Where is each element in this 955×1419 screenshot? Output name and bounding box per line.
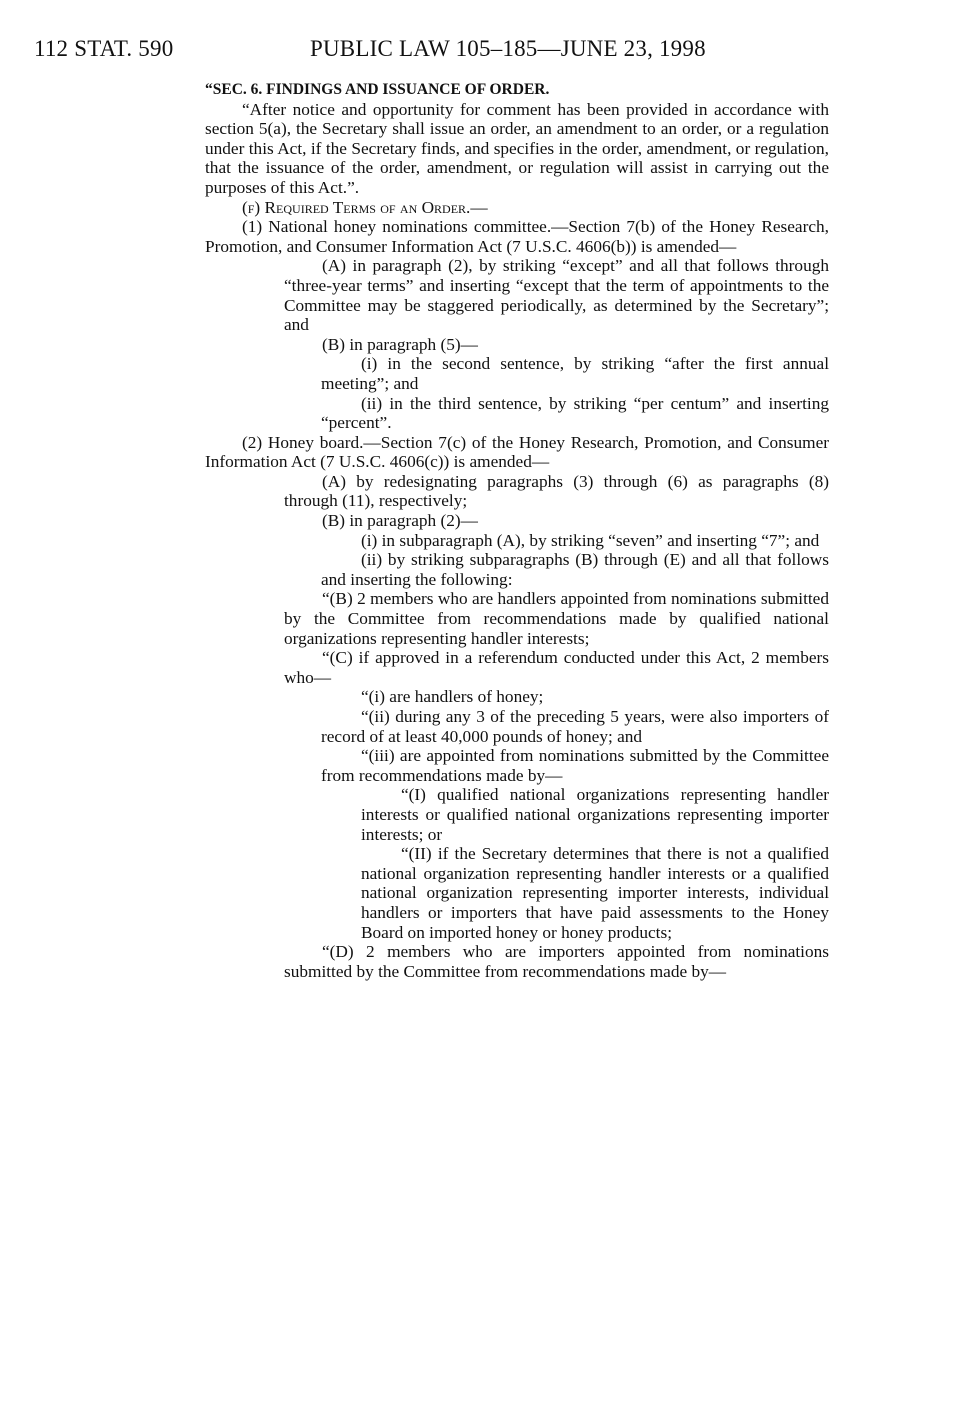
- paragraph: “(B) 2 members who are handlers appointed from nominations submitted by the Committee from recommendations made by qualified national organizations representing handler interests;: [284, 589, 829, 648]
- paragraph: “(C) if approved in a referendum conducted under this Act, 2 members who—: [284, 648, 829, 687]
- paragraph: “(i) are handlers of honey;: [361, 687, 544, 707]
- paragraph: (ii) in the third sentence, by striking “per centum” and inserting “percent”.: [321, 393, 829, 433]
- paragraph: (A) in paragraph (2), by striking “except” and all that follows through “three-year terms” and inserting “except that the term of appointments to the Committee may be staggered periodically, as determined by the Secretary”; and: [284, 256, 829, 335]
- paragraph: “(ii) during any 3 of the preceding 5 years, were also importers of record of at least 40,000 pounds of honey; and: [321, 707, 829, 746]
- paragraph: (2) Honey board.—Section 7(c) of the Honey Research, Promotion, and Consumer Information Act (7 U.S.C. 4606(c)) is amended—: [205, 432, 829, 472]
- paragraph: (B) in paragraph (2)—: [322, 511, 478, 531]
- paragraph: “(I) qualified national organizations representing handler interests or qualified national organizations representing importer interests; or: [361, 785, 829, 844]
- paragraph: “(II) if the Secretary determines that there is not a qualified national organization representing handler interests or a qualified national organization representing importer interests, individual handlers or importers that have paid assessments to the Honey Board on imported honey or honey products;: [361, 844, 829, 942]
- public-law-title: PUBLIC LAW 105–185—JUNE 23, 1998: [310, 36, 706, 61]
- paragraph: (i) in the second sentence, by striking “after the first annual meeting”; and: [321, 354, 829, 393]
- paragraph: (B) in paragraph (5)—: [322, 334, 478, 354]
- running-header: [34, 36, 734, 66]
- section-heading: “SEC. 6. FINDINGS AND ISSUANCE OF ORDER.: [205, 81, 550, 98]
- paragraph: (i) in subparagraph (A), by striking “seven” and inserting “7”; and: [361, 530, 820, 550]
- paragraph: “(iii) are appointed from nominations submitted by the Committee from recommendations made by—: [321, 746, 829, 785]
- stat-page-citation: 112 STAT. 590: [34, 36, 174, 61]
- paragraph: “(D) 2 members who are importers appointed from nominations submitted by the Committee from recommendations made by—: [284, 942, 829, 981]
- document-body: [205, 80, 829, 981]
- paragraph: (A) by redesignating paragraphs (3) through (6) as paragraphs (8) through (11), respectively;: [284, 471, 829, 511]
- paragraph: “After notice and opportunity for comment has been provided in accordance with section 5(a), the Secretary shall issue an order, an amendment to an order, or a regulation under this Act, if the Secretary finds, and specifies in the order, amendment, or regulation, that the issuance of the order, amendment, or regulation will assist in carrying out the purposes of this Act.”.: [205, 99, 829, 197]
- paragraph: (1) National honey nominations committee.—Section 7(b) of the Honey Research, Promotion, and Consumer Information Act (7 U.S.C. 4606(b)) is amended—: [205, 217, 829, 256]
- subsection-heading: (f) Required Terms of an Order.—: [242, 197, 488, 217]
- paragraph: (ii) by striking subparagraphs (B) through (E) and all that follows and inserting the following:: [321, 550, 829, 589]
